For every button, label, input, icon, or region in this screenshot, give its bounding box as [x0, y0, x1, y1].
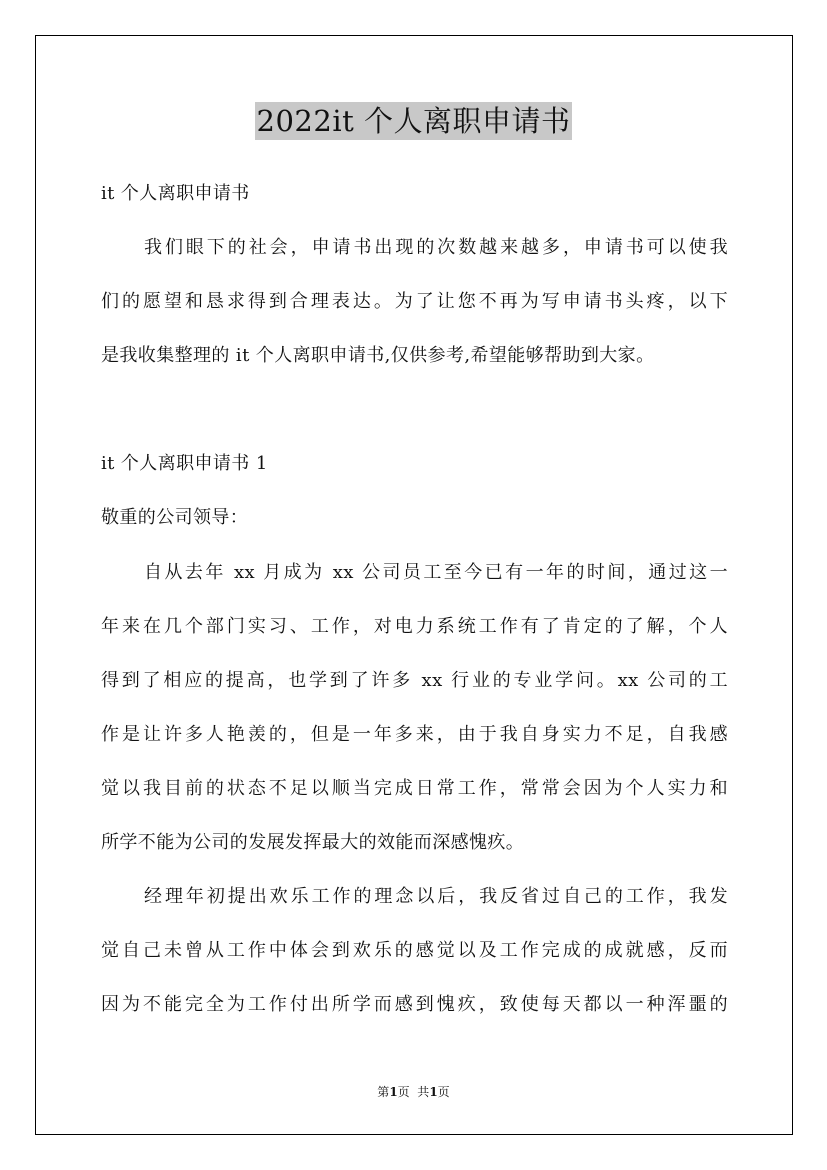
salutation: 敬重的公司领导： — [101, 507, 249, 528]
footer-page-total: 1 — [429, 1085, 438, 1099]
footer-page-mid: 页 共 — [397, 1085, 430, 1099]
page-footer — [0, 1084, 827, 1100]
document-title: 2022it 个人离职申请书 — [256, 104, 571, 138]
section-heading: it 个人离职申请书 1 — [101, 453, 268, 474]
paragraph1-line-3: 得到了相应的提高，也学到了许多 xx 行业的专业学问。xx 公司的工 — [101, 670, 728, 691]
footer-page-suffix: 页 — [437, 1085, 450, 1099]
title-container — [0, 102, 827, 140]
intro-line-3: 是我收集整理的 it 个人离职申请书,仅供参考,希望能够帮助到大家。 — [101, 345, 655, 366]
paragraph1-line-4: 作是让许多人艳羡的，但是一年多来，由于我自身实力不足，自我感 — [101, 724, 728, 745]
paragraph1-line-2: 年来在几个部门实习、工作，对电力系统工作有了肯定的了解，个人 — [101, 616, 728, 637]
paragraph2-line-3: 因为不能完全为工作付出所学而感到愧疚，致使每天都以一种浑噩的 — [101, 994, 728, 1015]
footer-page-current: 1 — [389, 1085, 398, 1099]
document-subtitle: it 个人离职申请书 — [101, 183, 250, 204]
paragraph2-line-1: 经理年初提出欢乐工作的理念以后，我反省过自己的工作，我发 — [144, 886, 728, 907]
paragraph2-line-2: 觉自己未曾从工作中体会到欢乐的感觉以及工作完成的成就感，反而 — [101, 940, 728, 961]
intro-line-2: 们的愿望和恳求得到合理表达。为了让您不再为写申请书头疼，以下 — [101, 291, 728, 312]
intro-line-1: 我们眼下的社会，申请书出现的次数越来越多，申请书可以使我 — [144, 237, 728, 258]
paragraph1-line-6: 所学不能为公司的发展发挥最大的效能而深感愧疚。 — [101, 832, 525, 853]
paragraph1-line-5: 觉以我目前的状态不足以顺当完成日常工作，常常会因为个人实力和 — [101, 778, 728, 799]
paragraph1-line-1: 自从去年 xx 月成为 xx 公司员工至今已有一年的时间，通过这一 — [144, 562, 728, 583]
footer-page-prefix: 第 — [377, 1085, 390, 1099]
